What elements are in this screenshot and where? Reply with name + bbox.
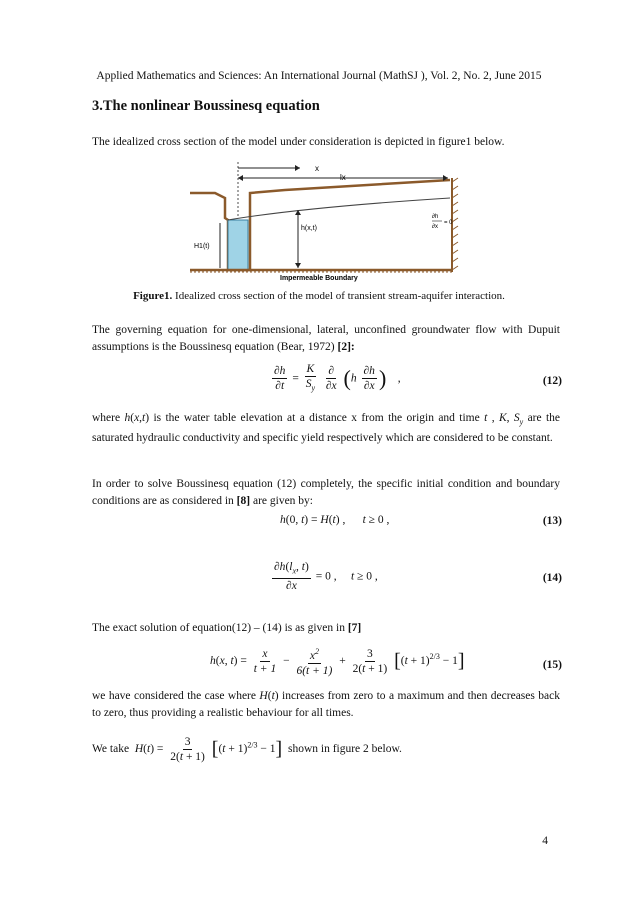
solve-paragraph: In order to solve Boussinesq equation (12) completely, the specific initial condition and boundary conditions are as considered in [8] are given by: — [92, 478, 560, 507]
eq12-number: (12) — [542, 375, 562, 387]
figure-caption: Figure1. Idealized cross section of the model of transient stream-aquifer interaction. — [133, 290, 505, 302]
equation-14: $\frac{\partial h(l_x, t)}{\partial x}$ = 0 , t ≥ 0 , — [274, 561, 378, 593]
boundary-label: Impermeable Boundary — [280, 275, 358, 282]
equation-13: h(0, t) = H(t) , t ≥ 0 , — [280, 514, 390, 526]
eq15-number: (15) — [542, 659, 562, 671]
eq14-number: (14) — [542, 572, 562, 584]
figure-1-cross-section — [180, 158, 470, 283]
eq0-label: = 0 — [444, 220, 453, 226]
we-take-paragraph: We take H(t) = $\frac{3}{2(t + 1)}$ $[(t + 1)^{2/3} - 1]$ shown in figure 2 below. — [92, 736, 402, 763]
running-header: Applied Mathematics and Sciences: An International Journal (MathSJ ), Vol. 2, No. 2, June 2015 — [96, 70, 542, 82]
page-number: 4 — [542, 835, 548, 847]
stream-water — [228, 220, 248, 270]
lx-label: lx — [340, 173, 346, 182]
h1-label: H1(t) — [194, 243, 210, 250]
case-paragraph: we have considered the case where H(t) increases from zero to a maximum and then decreases back to zero, thus providing a realistic behaviour for all times. — [92, 690, 560, 719]
governing-paragraph: The governing equation for one-dimensional, lateral, unconfined groundwater flow with Dupuit assumptions is the Boussinesq equation (Bear, 1972) [2]: — [92, 324, 560, 353]
eq13-number: (13) — [542, 515, 562, 527]
x-label: x — [315, 164, 319, 173]
dh-label: ∂h — [432, 214, 439, 220]
intro-paragraph: The idealized cross section of the model under consideration is depicted in figure1 below. — [92, 136, 505, 148]
section-heading: 3.The nonlinear Boussinesq equation — [92, 98, 320, 114]
equation-12: $\frac{\partial h}{\partial t}$ = $\frac{K}{S_y}$ $\frac{\partial}{\partial x}$ (h $\frac{\partial h}{\partial x}$ ) , — [274, 363, 401, 393]
where-paragraph: where h(x,t) is the water table elevation at a distance x from the origin and time t , K, $S_y$ are the saturated hydraulic conductivity and specific yield respectively which are considered to be constant. — [92, 412, 561, 445]
water-table-line — [228, 198, 450, 220]
equation-15: h(x, t) = $\frac{x}{t + 1}$ − $\frac{x^2}{6(t + 1)}$ + $\frac{3}{2(t + 1)}$ $[(t + 1)^{2/3} - 1]$ — [210, 647, 465, 677]
dx-label: ∂x — [432, 224, 438, 230]
hxt-label: h(x,t) — [301, 225, 317, 232]
exact-paragraph: The exact solution of equation(12) – (14) is as given in [7] — [92, 622, 362, 634]
